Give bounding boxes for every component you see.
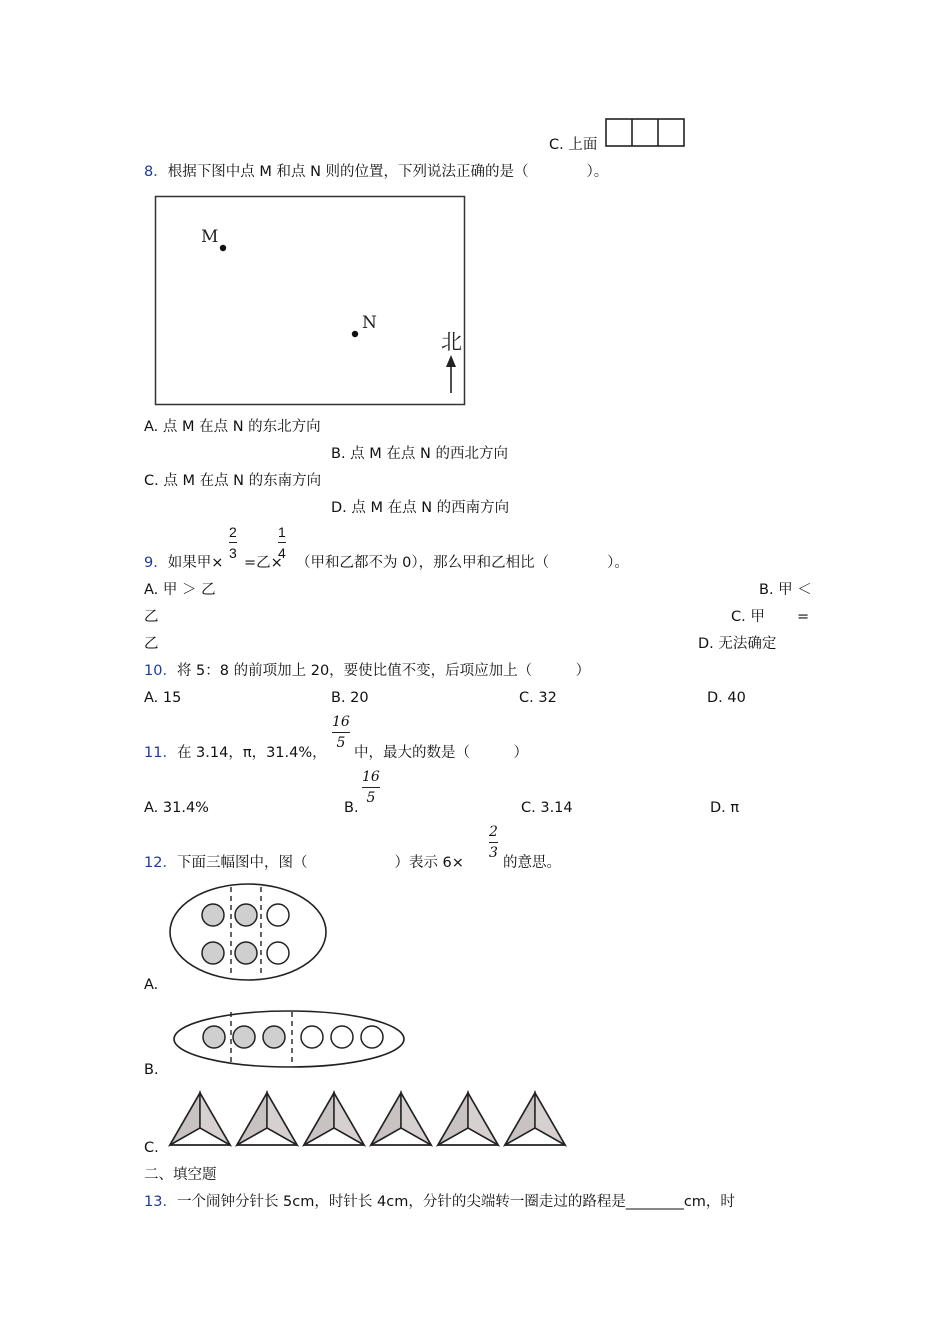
q7-option-c-figure xyxy=(604,117,686,149)
q9-option-d: D. 无法确定 xyxy=(698,636,777,652)
q9-option-c-tail: 乙 xyxy=(144,636,159,652)
q12-fraction: 2 3 xyxy=(489,824,498,861)
q9-text-1: 如果甲× xyxy=(167,555,224,571)
north-arrow-head-icon xyxy=(446,355,456,367)
q10-number: 10． xyxy=(144,663,177,679)
q11-option-c: C. 3.14 xyxy=(521,800,573,816)
q8-direction-figure xyxy=(154,195,467,407)
q8-option-a: A. 点 M 在点 N 的东北方向 xyxy=(144,419,321,435)
q9-text-3: （甲和乙都不为 0），那么甲和乙相比（ ）。 xyxy=(296,555,629,571)
q8-number: 8． xyxy=(144,164,168,180)
q8-option-d: D. 点 M 在点 N 的西南方向 xyxy=(331,500,510,516)
q10-option-b: B. 20 xyxy=(331,690,369,706)
q12-option-a: A. xyxy=(144,977,159,993)
q12-number: 12． xyxy=(144,855,177,871)
q10-stem xyxy=(144,662,590,680)
q12-option-c: C. xyxy=(144,1140,159,1156)
q10-option-c: C. 32 xyxy=(519,690,557,706)
q9-option-b-tail: 乙 xyxy=(144,609,159,625)
q8-point-m xyxy=(220,245,226,251)
section-title-fill-in: 二、填空题 xyxy=(144,1167,217,1183)
q10-option-a: A. 15 xyxy=(144,690,182,706)
q8-text: 根据下图中点 M 和点 N 则的位置，下列说法正确的是（ ）。 xyxy=(167,164,609,180)
q9-fraction-1: 2 3 xyxy=(229,524,237,561)
q12-figure-b xyxy=(171,1008,407,1070)
q12-text-2: 的意思。 xyxy=(503,855,561,871)
q11-text-1: 在 3.14，π，31.4%， xyxy=(176,745,327,761)
q9-number: 9． xyxy=(144,555,168,571)
q11-stem-start xyxy=(144,744,327,762)
q9-text-2: =乙× xyxy=(244,555,283,571)
q11-text-2: 中，最大的数是（ ） xyxy=(354,745,528,761)
q11-option-d: D. π xyxy=(710,800,740,816)
q12-text-1: 下面三幅图中，图（ ）表示 6× xyxy=(176,855,464,871)
q9-stem-start xyxy=(144,554,223,572)
q13-number: 13． xyxy=(144,1194,177,1210)
q8-option-c: C. 点 M 在点 N 的东南方向 xyxy=(144,473,322,489)
q9-fraction-2: 1 4 xyxy=(278,524,286,561)
q9-option-c-eq: = xyxy=(797,609,810,625)
q8-point-n xyxy=(352,331,358,337)
q12-option-b: B. xyxy=(144,1062,159,1078)
q13-stem xyxy=(144,1193,735,1211)
q9-option-c-head: C. 甲 xyxy=(731,609,765,625)
q10-text: 将 5：8 的前项加上 20，要使比值不变，后项应加上（ ） xyxy=(176,663,591,679)
q8-stem xyxy=(144,163,608,181)
q12-figure-a xyxy=(167,881,329,983)
q11-option-b: B. xyxy=(344,800,359,816)
q9-option-b-head: B. 甲 ＜ xyxy=(759,582,812,598)
q11-option-b-fraction: 16 5 xyxy=(362,769,380,806)
q8-label-n: N xyxy=(362,313,377,333)
q11-option-a: A. 31.4% xyxy=(144,800,209,816)
q8-option-b: B. 点 M 在点 N 的西北方向 xyxy=(331,446,508,462)
q7-option-c: C. 上面 xyxy=(549,137,598,153)
q12-stem-start xyxy=(144,854,464,872)
q9-option-a: A. 甲 ＞ 乙 xyxy=(144,582,216,598)
q8-label-north: 北 xyxy=(441,330,462,354)
q11-fraction: 16 5 xyxy=(332,714,350,751)
q8-label-m: M xyxy=(201,227,219,247)
q11-number: 11． xyxy=(144,745,177,761)
q10-option-d: D. 40 xyxy=(707,690,746,706)
q12-figure-c xyxy=(166,1090,568,1150)
q13-text: 一个闹钟分针长 5cm，时针长 4cm，分针的尖端转一圈走过的路程是________cm，时 xyxy=(176,1194,735,1210)
